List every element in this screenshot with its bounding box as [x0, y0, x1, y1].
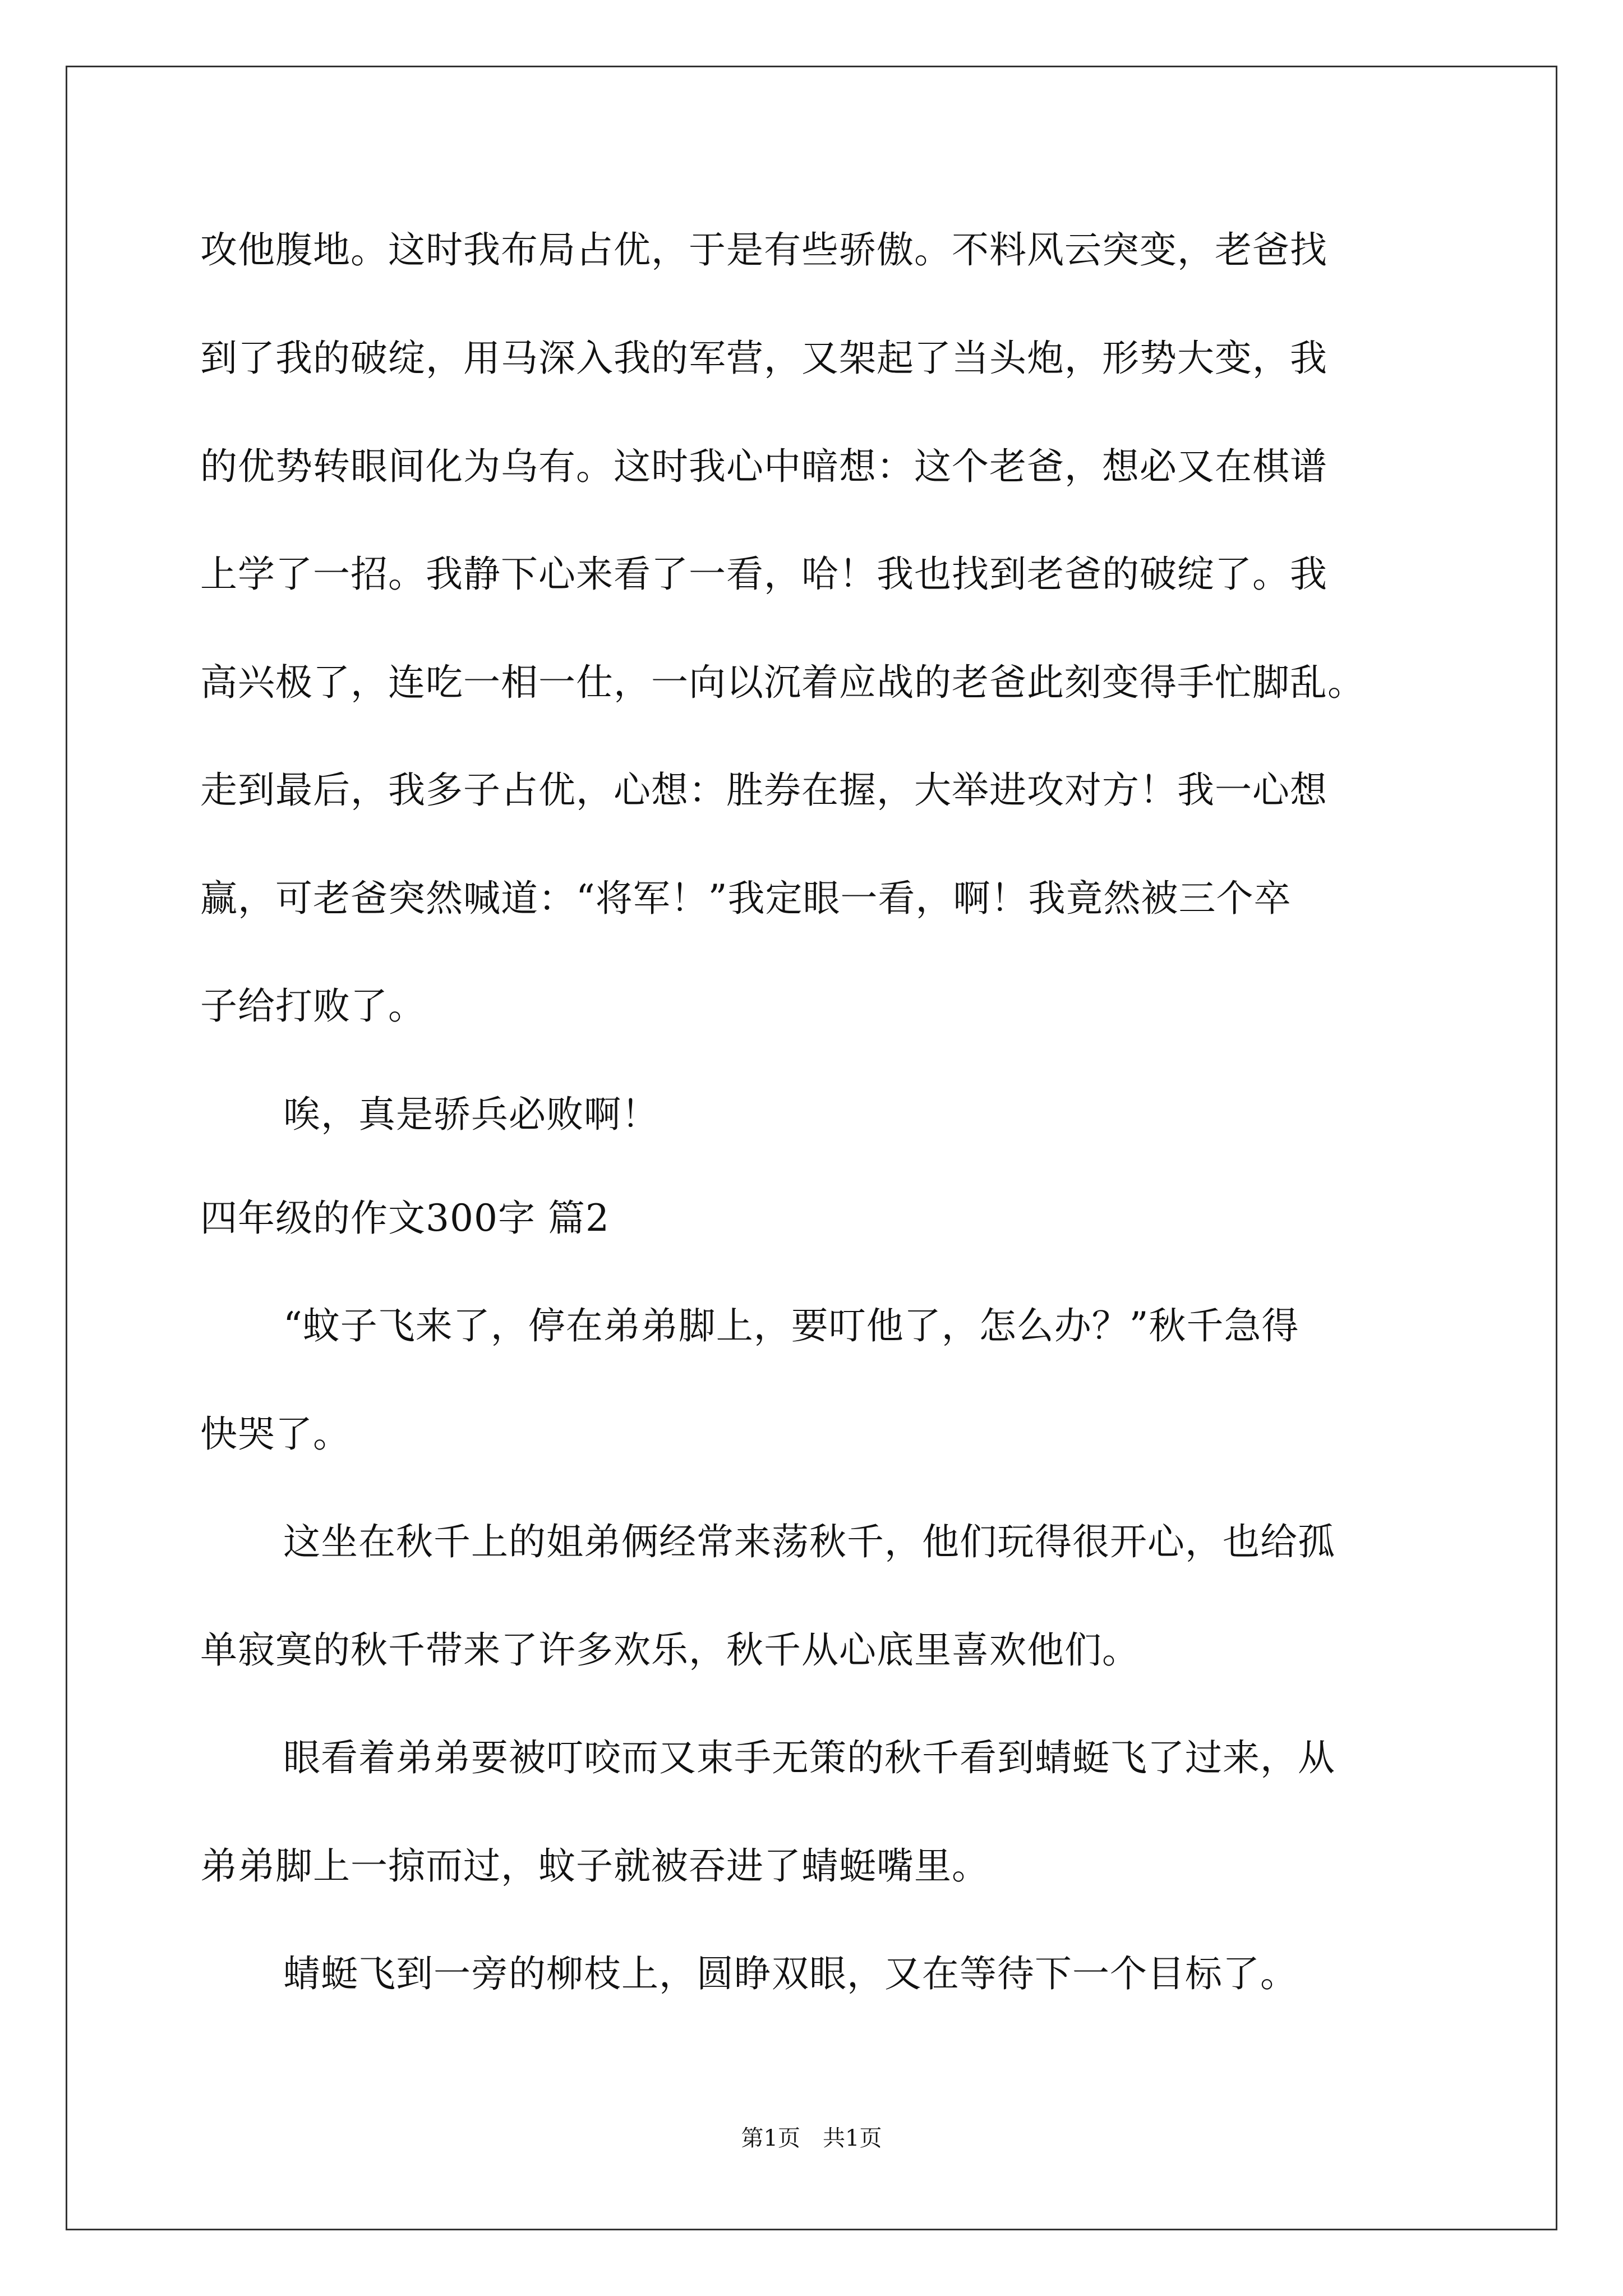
body-text-line: 走到最后，我多子占优，心想：胜券在握，大举进攻对方！我一心想: [200, 769, 1327, 812]
body-text-line: 到了我的破绽，用马深入我的军营，又架起了当头炮，形势大变，我: [200, 337, 1327, 380]
body-text-line: 的优势转眼间化为乌有。这时我心中暗想：这个老爸，想必又在棋谱: [200, 445, 1327, 488]
body-text-line: 子给打败了。: [200, 984, 426, 1028]
paragraph-start-line: 蜻蜓飞到一旁的柳枝上，圆睁双眼，又在等待下一个目标了。: [283, 1952, 1298, 1995]
section-heading: 四年级的作文300字 篇2: [200, 1197, 610, 1240]
paragraph-start-line: 这坐在秋千上的姐弟俩经常来荡秋千，他们玩得很开心，也给孤: [283, 1520, 1335, 1563]
paragraph-start-line: 唉，真是骄兵必败啊！: [283, 1093, 659, 1136]
paragraph-start-line: 眼看着弟弟要被叮咬而又束手无策的秋千看到蜻蜓飞了过来，从: [283, 1736, 1335, 1779]
body-text-line: 高兴极了，连吃一相一仕，一向以沉着应战的老爸此刻变得手忙脚乱。: [200, 661, 1365, 704]
page-border: [66, 66, 1557, 2230]
body-text-line: 单寂寞的秋千带来了许多欢乐，秋千从心底里喜欢他们。: [200, 1628, 1140, 1672]
paragraph-start-line: “蚊子飞来了，停在弟弟脚上，要叮他了，怎么办？”秋千急得: [283, 1304, 1299, 1347]
page-number-footer: 第1页 共1页: [741, 2125, 882, 2151]
body-text-line: 快哭了。: [200, 1412, 351, 1456]
body-text-line: 上学了一招。我静下心来看了一看，哈！我也找到老爸的破绽了。我: [200, 553, 1327, 596]
body-text-line: 弟弟脚上一掠而过，蚊子就被吞进了蜻蜓嘴里。: [200, 1844, 989, 1888]
body-text-line: 攻他腹地。这时我布局占优，于是有些骄傲。不料风云突变，老爸找: [200, 228, 1327, 272]
body-text-line: 赢，可老爸突然喊道：“将军！”我定眼一看，啊！我竟然被三个卒: [200, 877, 1292, 920]
